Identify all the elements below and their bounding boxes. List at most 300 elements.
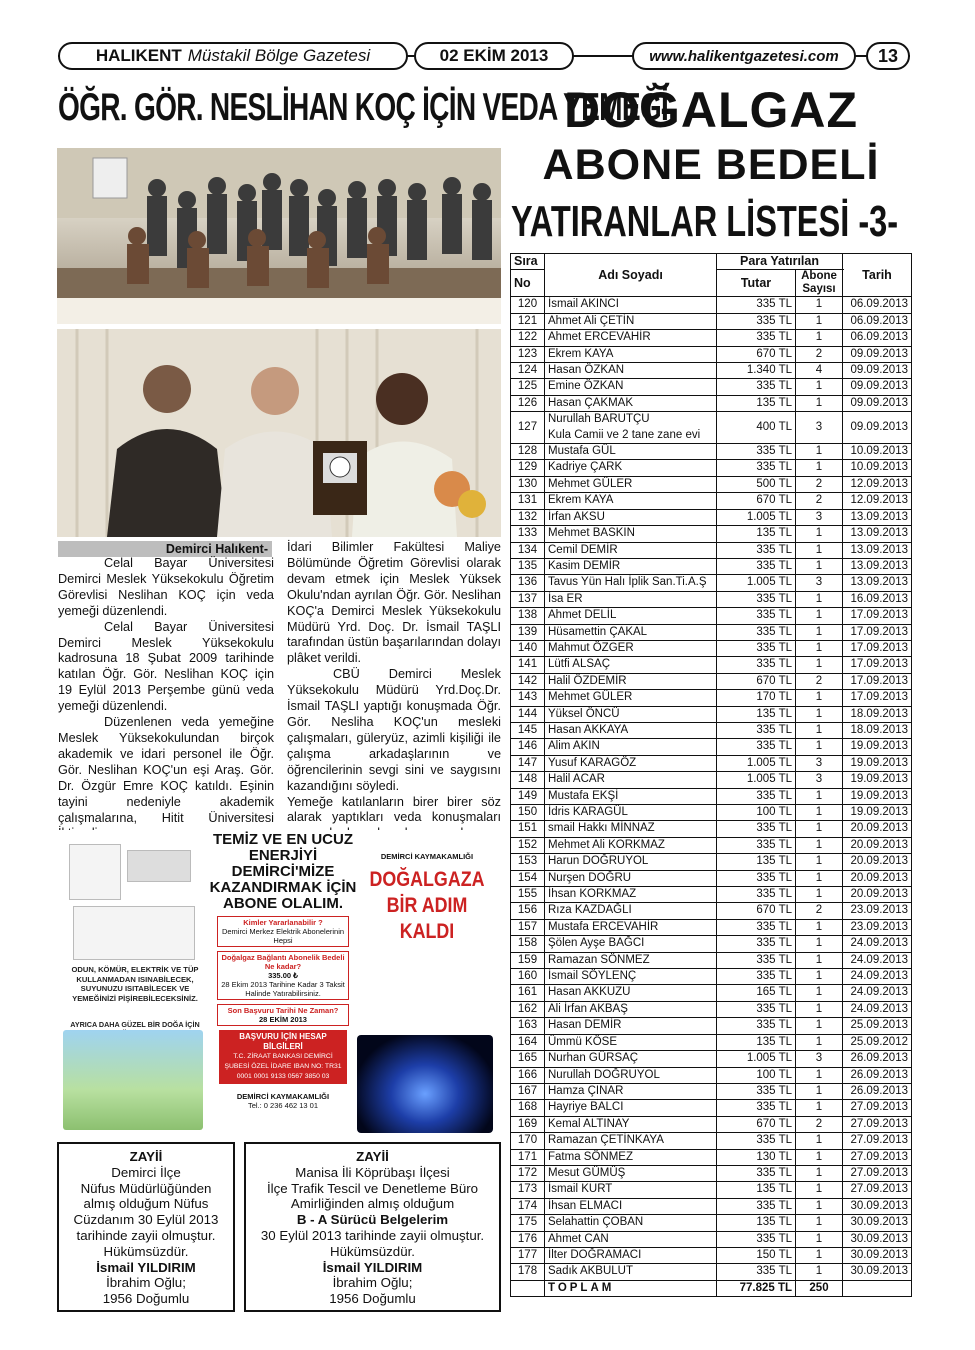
row-date: 20.09.2013 [843, 870, 912, 886]
row-subscriptions: 3 [796, 412, 843, 444]
row-number: 138 [511, 608, 545, 624]
article-column-2 [287, 540, 501, 842]
row-date: 26.09.2013 [843, 1067, 912, 1083]
table-row [511, 739, 912, 755]
row-amount: 500 TL [717, 476, 796, 492]
row-date: 30.09.2013 [843, 1231, 912, 1247]
row-name: Ahmet Ali ÇETİN [545, 313, 717, 329]
row-number: 175 [511, 1215, 545, 1231]
row-name: Alim AKIN [545, 739, 717, 755]
row-subscriptions: 1 [796, 1198, 843, 1214]
row-name: Tavus Yün Halı İplik San.Ti.A.Ş [545, 575, 717, 591]
row-date: 23.09.2013 [843, 919, 912, 935]
notice-birth: 1956 Doğumlu [102, 1291, 190, 1307]
row-subscriptions: 2 [796, 493, 843, 509]
row-name: Hüsamettin ÇAKAL [545, 624, 717, 640]
row-number: 132 [511, 509, 545, 525]
row-subscriptions: 2 [796, 903, 843, 919]
table-row [511, 1133, 912, 1149]
row-amount: 165 TL [717, 985, 796, 1001]
column-header-group: Para Yatırılan [717, 254, 843, 270]
row-number: 169 [511, 1116, 545, 1132]
table-row [511, 722, 912, 738]
total-abone: 250 [796, 1280, 843, 1296]
row-number: 139 [511, 624, 545, 640]
row-name: Sadık AKBULUT [545, 1264, 717, 1280]
table-row [511, 608, 912, 624]
boiler-icon [69, 844, 121, 900]
table-row [511, 919, 912, 935]
row-name: Mustafa EKŞİ [545, 788, 717, 804]
row-number: 140 [511, 640, 545, 656]
row-date: 19.09.2013 [843, 805, 912, 821]
row-number: 125 [511, 379, 545, 395]
row-amount: 335 TL [717, 624, 796, 640]
row-number: 166 [511, 1067, 545, 1083]
row-name: Nurşen DOĞRU [545, 870, 717, 886]
lost-notice-1 [57, 1142, 235, 1312]
row-date: 09.09.2013 [843, 412, 912, 444]
row-name: Harun DOĞRUYOL [545, 854, 717, 870]
table-row [511, 755, 912, 771]
notice-line: tarihinde zayii olmuştur. [76, 1227, 216, 1243]
row-amount: 135 TL [717, 1215, 796, 1231]
row-subscriptions: 1 [796, 460, 843, 476]
row-amount: 335 TL [717, 297, 796, 313]
row-name: Mehmet GÜLER [545, 690, 717, 706]
row-subscriptions: 1 [796, 1165, 843, 1181]
row-name: Mehmet Ali KORKMAZ [545, 837, 717, 853]
row-name: Ramazan SÖNMEZ [545, 952, 717, 968]
row-date: 19.09.2013 [843, 755, 912, 771]
row-name: Nurullah BARUTÇU Kula Camii ve 2 tane zane evi [545, 412, 717, 444]
newspaper-name [58, 42, 408, 70]
row-name: Rıza KAZDAĞLI [545, 903, 717, 919]
table-row [511, 952, 912, 968]
row-subscriptions: 1 [796, 526, 843, 542]
eligibility-body: Demirci Merkez Elektrik Abonelerinin Hepsi [221, 927, 345, 945]
row-name: Mehmet GÜLER [545, 476, 717, 492]
row-date: 13.09.2013 [843, 575, 912, 591]
fee-title: Doğalgaz Bağlantı Abonelik Bedeli Ne kadar? [221, 953, 345, 971]
table-row [511, 476, 912, 492]
row-subscriptions: 1 [796, 395, 843, 411]
row-subscriptions: 3 [796, 755, 843, 771]
table-row [511, 509, 912, 525]
row-date: 19.09.2013 [843, 772, 912, 788]
row-amount: 335 TL [717, 870, 796, 886]
row-date: 09.09.2013 [843, 395, 912, 411]
row-number: 168 [511, 1100, 545, 1116]
row-number: 143 [511, 690, 545, 706]
row-subscriptions: 2 [796, 673, 843, 689]
list-title-line-3: YATIRANLAR LİSTESİ -3- [511, 197, 899, 246]
row-subscriptions: 1 [796, 739, 843, 755]
table-row [511, 1264, 912, 1280]
row-amount: 335 TL [717, 460, 796, 476]
table-row [511, 936, 912, 952]
row-number: 160 [511, 969, 545, 985]
table-row [511, 591, 912, 607]
row-subscriptions: 1 [796, 297, 843, 313]
row-amount: 335 TL [717, 739, 796, 755]
notice-line: Manisa İli Köprübaşı İlçesi [295, 1164, 450, 1180]
row-date: 26.09.2013 [843, 1051, 912, 1067]
ad-info-column [209, 832, 357, 1110]
row-amount: 670 TL [717, 346, 796, 362]
row-subscriptions: 1 [796, 542, 843, 558]
row-name: Halil ÖZDEMİR [545, 673, 717, 689]
row-amount: 335 TL [717, 1018, 796, 1034]
table-body [511, 297, 912, 1280]
row-date: 06.09.2013 [843, 297, 912, 313]
row-subscriptions: 1 [796, 657, 843, 673]
group-photo [57, 148, 501, 324]
row-number: 159 [511, 952, 545, 968]
table-row [511, 969, 912, 985]
article-byline: Demirci Halıkent- [58, 541, 272, 557]
deadline-date: 28 EKİM 2013 [259, 1015, 307, 1024]
row-number: 156 [511, 903, 545, 919]
row-number: 124 [511, 363, 545, 379]
row-subscriptions: 3 [796, 772, 843, 788]
row-date: 09.09.2013 [843, 346, 912, 362]
row-number: 157 [511, 919, 545, 935]
table-total-row [511, 1280, 912, 1296]
notice-line: Hükümsüzdür. [330, 1243, 415, 1259]
article-paragraph: Düzenlenen veda yemeğine Meslek Yüksekokulundan birçok akademik ve idari personel ile Öğr. Gör. Neslihan KOÇ'un eşi Araş. Gör. Dr. Özgür Emre KOÇ katıldı. Eşinin tayini nedeniyle akademik çalışmalarına, Hitit Üniversitesi [58, 715, 274, 825]
row-amount: 1.005 TL [717, 1051, 796, 1067]
row-name: İsmail SÖYLENÇ [545, 969, 717, 985]
table-row [511, 1001, 912, 1017]
table-row [511, 1247, 912, 1263]
row-number: 148 [511, 772, 545, 788]
row-number: 150 [511, 805, 545, 821]
table-row [511, 1018, 912, 1034]
row-name: Ekrem KAYA [545, 346, 717, 362]
plaque-photo [57, 329, 501, 537]
gas-flame-icon [357, 1035, 493, 1133]
row-subscriptions: 1 [796, 640, 843, 656]
row-amount: 335 TL [717, 821, 796, 837]
row-number: 155 [511, 887, 545, 903]
row-number: 122 [511, 330, 545, 346]
article-column-1 [58, 556, 274, 842]
table-row [511, 690, 912, 706]
plaque-photo-image [57, 329, 501, 537]
row-amount: 150 TL [717, 1247, 796, 1263]
row-number: 144 [511, 706, 545, 722]
row-number: 136 [511, 575, 545, 591]
row-date: 20.09.2013 [843, 854, 912, 870]
row-amount: 400 TL [717, 412, 796, 444]
table-row [511, 887, 912, 903]
row-number: 161 [511, 985, 545, 1001]
row-date: 19.09.2013 [843, 739, 912, 755]
row-date: 27.09.2013 [843, 1165, 912, 1181]
row-subscriptions: 1 [796, 870, 843, 886]
row-amount: 335 TL [717, 542, 796, 558]
table-row [511, 837, 912, 853]
row-amount: 135 TL [717, 1034, 796, 1050]
row-amount: 335 TL [717, 1133, 796, 1149]
row-subscriptions: 1 [796, 313, 843, 329]
issue-date: 02 EKİM 2013 [414, 42, 574, 70]
list-title-line-1: DOĞALGAZ [563, 82, 859, 138]
table-row [511, 640, 912, 656]
row-date: 20.09.2013 [843, 821, 912, 837]
row-date: 09.09.2013 [843, 363, 912, 379]
row-amount: 335 TL [717, 330, 796, 346]
table-row [511, 1067, 912, 1083]
row-date: 30.09.2013 [843, 1247, 912, 1263]
table-row [511, 575, 912, 591]
row-subscriptions: 1 [796, 1083, 843, 1099]
ad-bank-info [219, 1030, 347, 1084]
row-number: 142 [511, 673, 545, 689]
row-subscriptions: 1 [796, 379, 843, 395]
row-number: 123 [511, 346, 545, 362]
row-number: 174 [511, 1198, 545, 1214]
notice-name: İsmail YILDIRIM [322, 1259, 423, 1275]
fee-note: 28 Ekim 2013 Tarihine Kadar 3 Taksit Halinde Yatırabilirsiniz. [221, 980, 345, 998]
row-subscriptions: 1 [796, 788, 843, 804]
row-date: 25.09.2013 [843, 1018, 912, 1034]
column-header-abone: Abone Sayısı [796, 270, 843, 297]
row-number: 146 [511, 739, 545, 755]
row-date: 06.09.2013 [843, 313, 912, 329]
notice-father: İbrahim Oğlu; [106, 1275, 186, 1291]
row-name: Hayriye BALCI [545, 1100, 717, 1116]
row-date: 12.09.2013 [843, 493, 912, 509]
article-headline: ÖĞR. GÖR. NESLİHAN KOÇ İÇİN VEDA YEMEĞİ [58, 86, 669, 129]
row-number: 135 [511, 558, 545, 574]
row-amount: 335 TL [717, 379, 796, 395]
row-number: 137 [511, 591, 545, 607]
row-name: Mustafa ERCEVAHİR [545, 919, 717, 935]
row-amount: 335 TL [717, 969, 796, 985]
row-number: 126 [511, 395, 545, 411]
row-date: 17.09.2013 [843, 673, 912, 689]
row-name: İlter DOĞRAMACI [545, 1247, 717, 1263]
paper-name: HALIKENT [95, 46, 182, 65]
column-header-sira: Sıra [511, 254, 545, 270]
row-number: 152 [511, 837, 545, 853]
row-amount: 135 TL [717, 706, 796, 722]
row-amount: 335 TL [717, 837, 796, 853]
row-subscriptions: 1 [796, 608, 843, 624]
table-row [511, 1165, 912, 1181]
table-row [511, 412, 912, 444]
row-date: 13.09.2013 [843, 558, 912, 574]
table-row [511, 985, 912, 1001]
row-name: Ramazan ÇETİNKAYA [545, 1133, 717, 1149]
row-amount: 335 TL [717, 444, 796, 460]
row-number: 129 [511, 460, 545, 476]
row-amount: 335 TL [717, 1165, 796, 1181]
row-date: 19.09.2013 [843, 788, 912, 804]
table-row [511, 1198, 912, 1214]
total-empty-date [843, 1280, 912, 1296]
table-row [511, 1051, 912, 1067]
row-subscriptions: 1 [796, 1247, 843, 1263]
row-date: 20.09.2013 [843, 837, 912, 853]
page-header [58, 40, 910, 74]
row-name: Mahmut ÖZGER [545, 640, 717, 656]
row-amount: 335 TL [717, 657, 796, 673]
row-subscriptions: 4 [796, 363, 843, 379]
row-amount: 670 TL [717, 493, 796, 509]
table-row [511, 772, 912, 788]
row-number: 149 [511, 788, 545, 804]
row-date: 13.09.2013 [843, 526, 912, 542]
row-subscriptions: 1 [796, 706, 843, 722]
row-subscriptions: 1 [796, 1067, 843, 1083]
table-row [511, 526, 912, 542]
table-row [511, 542, 912, 558]
table-row [511, 657, 912, 673]
row-number: 170 [511, 1133, 545, 1149]
column-header-tarih: Tarih [843, 254, 912, 297]
table-row [511, 346, 912, 362]
row-name: Mehmet BASKIN [545, 526, 717, 542]
row-name: Mesut GÜMÜŞ [545, 1165, 717, 1181]
row-subscriptions: 1 [796, 1001, 843, 1017]
row-subscriptions: 1 [796, 444, 843, 460]
row-subscriptions: 1 [796, 952, 843, 968]
row-subscriptions: 1 [796, 969, 843, 985]
row-name: Kemal ALTINAY [545, 1116, 717, 1132]
row-date: 17.09.2013 [843, 608, 912, 624]
row-amount: 130 TL [717, 1149, 796, 1165]
row-name: İsmail KURT [545, 1182, 717, 1198]
row-date: 23.09.2013 [843, 903, 912, 919]
ad-slogan: TEMİZ VE EN UCUZ ENERJİYİ DEMİRCİ'MİZE KAZANDIRMAK İÇİN ABONE OLALIM. [209, 831, 357, 912]
page-number: 13 [866, 42, 910, 70]
row-name: Ahmet ERCEVAHİR [545, 330, 717, 346]
fee-value: 335.00 ₺ [268, 971, 298, 980]
notice-title: ZAYİİ [356, 1149, 389, 1164]
ad-left-text: ODUN, KÖMÜR, ELEKTRİK VE TÜP KULLANMADAN ISINABİLECEK, SUYUNUZU ISITABİLECEK VE YEMEĞİNİZİ PİŞİREBİLECEKSİNİZ. [71, 965, 199, 1003]
table-row [511, 1083, 912, 1099]
row-subscriptions: 3 [796, 509, 843, 525]
article-paragraph: Yemeğe katılanların birer birer söz alarak yaptıkları veda konuşmaları [287, 794, 501, 825]
notice-line: 30 Eylül 2013 tarihinde zayii olmuştur. [260, 1227, 485, 1243]
row-number: 141 [511, 657, 545, 673]
row-name: İsmail AKINCI [545, 297, 717, 313]
row-amount: 335 TL [717, 952, 796, 968]
row-subscriptions: 2 [796, 346, 843, 362]
notice-name: İsmail YILDIRIM [96, 1259, 196, 1275]
row-number: 120 [511, 297, 545, 313]
ad-org: DEMİRCİ KAYMAKAMLIĞI [236, 1092, 330, 1101]
row-amount: 1.005 TL [717, 755, 796, 771]
row-amount: 135 TL [717, 526, 796, 542]
table-row [511, 313, 912, 329]
row-name: Lütfi ALSAÇ [545, 657, 717, 673]
notice-title: ZAYİİ [129, 1149, 163, 1164]
website-url[interactable]: www.halikentgazetesi.com [632, 42, 856, 70]
row-amount: 335 TL [717, 608, 796, 624]
notice-line: Demirci İlçe [111, 1164, 181, 1180]
row-amount: 670 TL [717, 673, 796, 689]
row-name: Nurhan GÜRSAÇ [545, 1051, 717, 1067]
article-paragraph: İdari Bilimler Fakültesi Maliye Bölümünde Öğretim Görevlisi olarak devam etmek için Meslek Yüksek Okulu'ndan ayrılan Öğr. Gör. Neslihan KOÇ'a Demirci Meslek Yüksekokulu Müdürü Yrd. Doç. Dr. İsmail TAŞLI tarafından üstün başarılarından dolayı plâket verildi. [287, 540, 501, 666]
table-row [511, 1100, 912, 1116]
ad-left-note: AYRICA DAHA GÜZEL BİR DOĞA İÇİN [70, 1020, 200, 1029]
appliance-illustration [63, 836, 201, 1036]
row-subscriptions: 1 [796, 1018, 843, 1034]
row-number: 172 [511, 1165, 545, 1181]
row-amount: 135 TL [717, 854, 796, 870]
row-subscriptions: 3 [796, 1051, 843, 1067]
row-date: 13.09.2013 [843, 542, 912, 558]
row-amount: 335 TL [717, 919, 796, 935]
row-amount: 335 TL [717, 1231, 796, 1247]
table-row [511, 379, 912, 395]
table-row [511, 821, 912, 837]
eligibility-title: Kimler Yararlanabilir ? [243, 918, 323, 927]
row-date: 30.09.2013 [843, 1215, 912, 1231]
row-date: 17.09.2013 [843, 657, 912, 673]
row-amount: 670 TL [717, 1116, 796, 1132]
table-row [511, 330, 912, 346]
row-name: İdris KARAGÜL [545, 805, 717, 821]
row-name: Cemil DEMİR [545, 542, 717, 558]
row-amount: 1.005 TL [717, 509, 796, 525]
row-subscriptions: 1 [796, 1149, 843, 1165]
row-name: Ekrem KAYA [545, 493, 717, 509]
row-subscriptions: 1 [796, 1133, 843, 1149]
row-subscriptions: 1 [796, 1215, 843, 1231]
row-name: Yusuf KARAGÖZ [545, 755, 717, 771]
row-subscriptions: 1 [796, 722, 843, 738]
row-amount: 335 TL [717, 936, 796, 952]
row-date: 18.09.2013 [843, 706, 912, 722]
table-row [511, 673, 912, 689]
column-header-no: No [511, 270, 545, 297]
ad-deadline [217, 1004, 349, 1026]
row-date: 25.09.2012 [843, 1034, 912, 1050]
table-row [511, 788, 912, 804]
row-amount: 335 TL [717, 1001, 796, 1017]
row-subscriptions: 1 [796, 1264, 843, 1280]
row-date: 24.09.2013 [843, 952, 912, 968]
row-name: Kasim DEMİR [545, 558, 717, 574]
row-number: 134 [511, 542, 545, 558]
row-subscriptions: 1 [796, 805, 843, 821]
row-subscriptions: 2 [796, 1116, 843, 1132]
row-amount: 335 TL [717, 722, 796, 738]
row-date: 20.09.2013 [843, 887, 912, 903]
row-date: 18.09.2013 [843, 722, 912, 738]
row-name: Ali İrfan AKBAŞ [545, 1001, 717, 1017]
notice-line: Amirliğinden almış olduğum [290, 1196, 455, 1212]
row-amount: 1.005 TL [717, 772, 796, 788]
row-date: 06.09.2013 [843, 330, 912, 346]
row-amount: 1.005 TL [717, 575, 796, 591]
table-row [511, 460, 912, 476]
row-subscriptions: 1 [796, 1034, 843, 1050]
radiator-icon [73, 906, 195, 960]
row-number: 163 [511, 1018, 545, 1034]
table-row [511, 363, 912, 379]
row-subscriptions: 1 [796, 558, 843, 574]
row-date: 17.09.2013 [843, 640, 912, 656]
row-date: 30.09.2013 [843, 1264, 912, 1280]
children-nature-image [63, 1030, 203, 1130]
row-subscriptions: 1 [796, 821, 843, 837]
